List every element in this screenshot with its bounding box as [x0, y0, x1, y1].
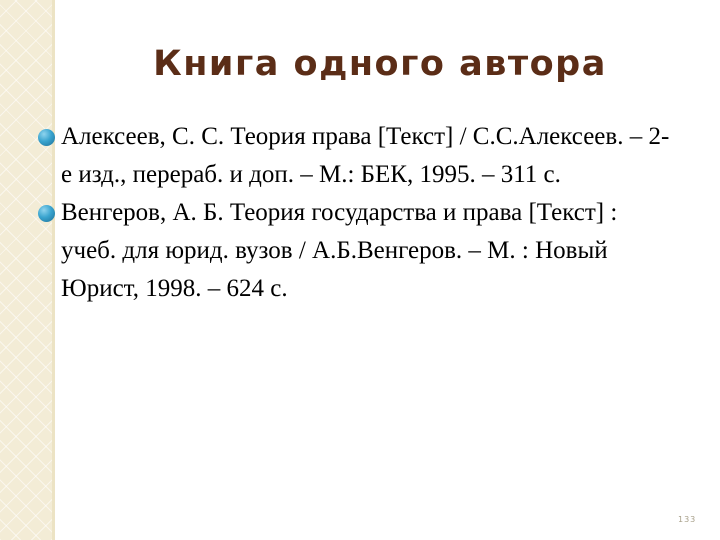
list-item — [34, 118, 674, 194]
slide-title: Книга одного автора — [153, 44, 607, 84]
bullet-icon — [38, 205, 55, 222]
list-item-text: Алексеев, С. С. Теория права [Текст] / С.С.Алексеев. – 2-е изд., перераб. и доп. – М.: БЕК, 1995. – 311 с. — [61, 123, 670, 188]
list-item-text: Венгеров, А. Б. Теория государства и права [Текст] : учеб. для юрид. вузов / А.Б.Венгеров. – М. : Новый Юрист, 1998. – 624 с. — [61, 199, 618, 302]
slide-number: 133 — [678, 515, 697, 524]
list-item — [34, 194, 674, 308]
bullet-icon — [38, 129, 55, 146]
bibliography-list — [34, 118, 674, 308]
